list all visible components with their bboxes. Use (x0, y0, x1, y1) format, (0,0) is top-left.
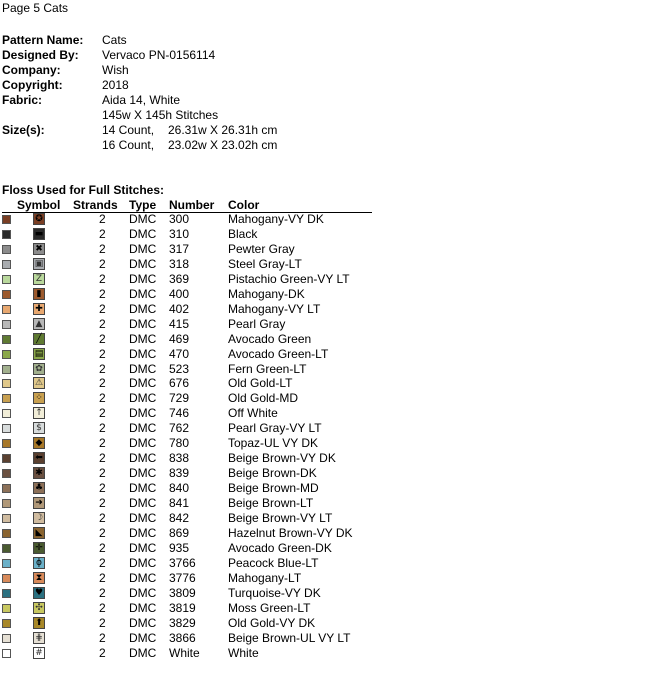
floss-type: DMC (129, 466, 157, 481)
floss-color: Beige Brown-MD (228, 481, 319, 496)
color-swatch (2, 365, 11, 374)
color-swatch (2, 215, 11, 224)
floss-row (0, 511, 400, 526)
floss-color: Mahogany-VY LT (228, 301, 321, 316)
color-swatch (2, 574, 11, 583)
stitch-symbol-icon: ◣ (33, 527, 45, 539)
floss-type: DMC (129, 406, 157, 421)
floss-row (0, 287, 400, 302)
header-type: Type (129, 198, 157, 212)
floss-color: Avocado Green-DK (228, 540, 332, 555)
floss-color: Old Gold-MD (228, 391, 299, 406)
floss-row (0, 302, 400, 317)
floss-type: DMC (129, 361, 157, 376)
floss-type: DMC (129, 376, 157, 391)
stitch-symbol-icon: ▤ (34, 348, 44, 359)
floss-color: Old Gold-LT (228, 376, 293, 391)
header-color: Color (228, 198, 260, 212)
floss-row (0, 541, 400, 556)
stitch-symbol-icon: ⁘ (33, 392, 45, 404)
color-swatch (2, 394, 11, 403)
pattern-name-label: Pattern Name: (2, 33, 84, 47)
floss-strands: 2 (99, 451, 106, 466)
floss-row (0, 586, 400, 601)
floss-type: DMC (129, 615, 157, 630)
floss-type: DMC (129, 331, 157, 346)
floss-number: 3829 (169, 615, 196, 630)
floss-color: Steel Gray-LT (228, 256, 302, 271)
stitch-symbol-icon: $ (33, 422, 45, 434)
header-number: Number (169, 198, 215, 212)
color-swatch (2, 424, 11, 433)
floss-type: DMC (129, 226, 157, 241)
floss-strands: 2 (99, 600, 106, 615)
floss-strands: 2 (99, 316, 106, 331)
floss-strands: 2 (99, 271, 106, 286)
floss-color: Mahogany-DK (228, 286, 305, 301)
floss-color: Pearl Gray-VY LT (228, 421, 322, 436)
floss-number: 3809 (169, 585, 196, 600)
floss-row (0, 556, 400, 571)
pattern-name-value: Cats (102, 33, 127, 47)
floss-color: Pistachio Green-VY LT (228, 271, 350, 286)
floss-number: 841 (169, 496, 190, 511)
floss-color: Peacock Blue-LT (228, 555, 319, 570)
floss-number: 3819 (169, 600, 196, 615)
floss-number: 469 (169, 331, 190, 346)
page-header: Page 5 Cats (2, 1, 69, 15)
floss-row (0, 257, 400, 272)
floss-color: Black (228, 226, 258, 241)
stitch-symbol-icon: ◆ (33, 437, 45, 449)
floss-strands: 2 (99, 525, 106, 540)
floss-row (0, 317, 400, 332)
floss-number: 780 (169, 436, 190, 451)
fabric-label: Fabric: (2, 93, 43, 107)
floss-row (0, 466, 400, 481)
floss-strands: 2 (99, 361, 106, 376)
floss-number: 729 (169, 391, 190, 406)
floss-row (0, 451, 400, 466)
floss-type: DMC (129, 421, 157, 436)
color-swatch (2, 619, 11, 628)
copyright-label: Copyright: (2, 78, 63, 92)
floss-color: Beige Brown-DK (228, 466, 317, 481)
stitch-symbol-icon: ♥ (34, 587, 44, 598)
stitch-symbol-icon: ⋕ (33, 632, 45, 644)
color-swatch (2, 544, 11, 553)
floss-color: Avocado Green (228, 331, 312, 346)
floss-strands: 2 (99, 376, 106, 391)
stitch-symbol-icon: ↑ (33, 407, 45, 419)
floss-type: DMC (129, 630, 157, 645)
stitch-symbol-icon: ✪ (33, 213, 45, 225)
floss-type: DMC (129, 481, 157, 496)
designed-by-label: Designed By: (2, 48, 79, 62)
stitch-symbol-icon: ☽ (34, 513, 44, 523)
floss-color: Turquoise-VY DK (228, 585, 321, 600)
fabric-value: Aida 14, White (102, 93, 181, 107)
floss-number: 3766 (169, 555, 196, 570)
floss-row (0, 227, 400, 242)
floss-color: Fern Green-LT (228, 361, 307, 376)
stitch-symbol-icon: ⧗ (33, 572, 45, 584)
floss-row (0, 526, 400, 541)
floss-number: 676 (169, 376, 190, 391)
color-swatch (2, 454, 11, 463)
floss-strands: 2 (99, 406, 106, 421)
floss-number: 838 (169, 451, 190, 466)
floss-color: White (228, 645, 259, 660)
floss-strands: 2 (99, 331, 106, 346)
floss-row (0, 332, 400, 347)
floss-row (0, 347, 400, 362)
floss-number: 310 (169, 226, 190, 241)
color-swatch (2, 350, 11, 359)
floss-number: 3866 (169, 630, 196, 645)
color-swatch (2, 559, 11, 568)
color-swatch (2, 484, 11, 493)
floss-strands: 2 (99, 391, 106, 406)
floss-strands: 2 (99, 256, 106, 271)
color-swatch (2, 275, 11, 284)
floss-number: 762 (169, 421, 190, 436)
floss-type: DMC (129, 391, 157, 406)
color-swatch (2, 499, 11, 508)
floss-type: DMC (129, 212, 157, 226)
floss-color: Mahogany-VY DK (228, 212, 324, 226)
color-swatch (2, 290, 11, 299)
color-swatch (2, 409, 11, 418)
floss-strands: 2 (99, 286, 106, 301)
color-swatch (2, 439, 11, 448)
floss-color: Pewter Gray (228, 241, 295, 256)
floss-row (0, 242, 400, 257)
header-strands: Strands (73, 198, 118, 212)
color-swatch (2, 230, 11, 239)
floss-strands: 2 (99, 346, 106, 361)
floss-type: DMC (129, 241, 157, 256)
floss-row (0, 436, 400, 451)
floss-number: 400 (169, 286, 190, 301)
floss-number: 318 (169, 256, 190, 271)
stitch-symbol-icon: ϕ (33, 557, 45, 569)
color-swatch (2, 379, 11, 388)
floss-strands: 2 (99, 511, 106, 525)
stitch-symbol-icon: ⚠ (34, 378, 44, 389)
stitch-count: 145w X 145h Stitches (102, 108, 219, 122)
floss-number: 746 (169, 406, 190, 421)
floss-strands: 2 (99, 226, 106, 241)
color-swatch (2, 649, 11, 658)
floss-type: DMC (129, 555, 157, 570)
floss-number: 402 (169, 301, 190, 316)
floss-number: 369 (169, 271, 190, 286)
floss-strands: 2 (99, 555, 106, 570)
floss-color: Beige Brown-VY LT (228, 511, 333, 525)
floss-type: DMC (129, 346, 157, 361)
floss-strands: 2 (99, 241, 106, 256)
floss-type: DMC (129, 256, 157, 271)
floss-row (0, 376, 400, 391)
floss-row (0, 421, 400, 436)
floss-color: Moss Green-LT (228, 600, 311, 615)
floss-type: DMC (129, 271, 157, 286)
floss-type: DMC (129, 540, 157, 555)
sizes-label: Size(s): (2, 123, 45, 137)
floss-color: Beige Brown-UL VY LT (228, 630, 351, 645)
stitch-symbol-icon: ▣ (34, 258, 44, 269)
floss-number: 470 (169, 346, 190, 361)
floss-number: 300 (169, 212, 190, 226)
floss-type: DMC (129, 286, 157, 301)
floss-type: DMC (129, 436, 157, 451)
copyright-value: 2018 (102, 78, 129, 92)
floss-row (0, 571, 400, 586)
floss-color: Mahogany-LT (228, 570, 302, 585)
size-dims-16: 23.02w X 23.02h cm (168, 138, 278, 152)
stitch-symbol-icon: ╱ (33, 333, 45, 345)
floss-type: DMC (129, 600, 157, 615)
floss-type: DMC (129, 511, 157, 525)
company-value: Wish (102, 63, 129, 77)
stitch-symbol-icon: ✛ (33, 542, 45, 554)
color-swatch (2, 335, 11, 344)
floss-strands: 2 (99, 645, 106, 660)
floss-strands: 2 (99, 615, 106, 630)
header-symbol: Symbol (17, 198, 61, 212)
floss-strands: 2 (99, 540, 106, 555)
floss-row (0, 646, 400, 661)
stitch-symbol-icon: ➜ (33, 497, 45, 509)
floss-strands: 2 (99, 436, 106, 451)
floss-strands: 2 (99, 421, 106, 436)
floss-type: DMC (129, 645, 157, 660)
floss-row (0, 272, 400, 287)
floss-color: Beige Brown-LT (228, 496, 314, 511)
floss-strands: 2 (99, 481, 106, 496)
floss-strands: 2 (99, 630, 106, 645)
floss-number: 523 (169, 361, 190, 376)
floss-number: 317 (169, 241, 190, 256)
floss-row (0, 616, 400, 631)
floss-row (0, 496, 400, 511)
stitch-symbol-icon: ▬ (34, 228, 44, 239)
floss-number: 869 (169, 525, 190, 540)
floss-color: Off White (228, 406, 278, 421)
color-swatch (2, 469, 11, 478)
floss-color: Avocado Green-LT (228, 346, 329, 361)
stitch-symbol-icon: ⬆ (33, 617, 45, 629)
floss-type: DMC (129, 525, 157, 540)
floss-row (0, 631, 400, 646)
floss-type: DMC (129, 496, 157, 511)
size-dims-14: 26.31w X 26.31h cm (168, 123, 278, 137)
color-swatch (2, 514, 11, 523)
stitch-symbol-icon: ▲ (33, 318, 45, 330)
floss-strands: 2 (99, 466, 106, 481)
stitch-symbol-icon: ✣ (33, 602, 45, 614)
color-swatch (2, 320, 11, 329)
stitch-symbol-icon: ✚ (33, 303, 45, 315)
floss-number: 839 (169, 466, 190, 481)
stitch-symbol-icon: ⬅ (33, 452, 45, 464)
floss-type: DMC (129, 451, 157, 466)
floss-number: White (169, 645, 200, 660)
stitch-symbol-icon: ✖ (33, 243, 45, 255)
company-label: Company: (2, 63, 61, 77)
floss-section-title: Floss Used for Full Stitches: (2, 183, 165, 197)
size-count-16: 16 Count, (102, 138, 155, 152)
size-count-14: 14 Count, (102, 123, 155, 137)
stitch-symbol-icon: Z (33, 273, 45, 285)
floss-row (0, 601, 400, 616)
color-swatch (2, 589, 11, 598)
floss-strands: 2 (99, 570, 106, 585)
floss-number: 3776 (169, 570, 196, 585)
stitch-symbol-icon: ✿ (33, 363, 45, 375)
floss-number: 415 (169, 316, 190, 331)
floss-row (0, 212, 400, 227)
floss-type: DMC (129, 316, 157, 331)
floss-strands: 2 (99, 496, 106, 511)
color-swatch (2, 634, 11, 643)
floss-number: 935 (169, 540, 190, 555)
floss-type: DMC (129, 585, 157, 600)
floss-color: Hazelnut Brown-VY DK (228, 525, 353, 540)
floss-strands: 2 (99, 212, 106, 226)
floss-color: Topaz-UL VY DK (228, 436, 319, 451)
floss-color: Old Gold-VY DK (228, 615, 316, 630)
color-swatch (2, 305, 11, 314)
floss-strands: 2 (99, 301, 106, 316)
floss-strands: 2 (99, 585, 106, 600)
designed-by-value: Vervaco PN-0156114 (102, 48, 216, 62)
stitch-symbol-icon: ♣ (34, 483, 44, 494)
floss-row (0, 481, 400, 496)
floss-number: 840 (169, 481, 190, 496)
floss-row (0, 391, 400, 406)
stitch-symbol-icon: # (33, 647, 45, 659)
floss-type: DMC (129, 570, 157, 585)
stitch-symbol-icon: ▮ (33, 288, 45, 300)
color-swatch (2, 529, 11, 538)
floss-number: 842 (169, 511, 190, 525)
color-swatch (2, 245, 11, 254)
color-swatch (2, 604, 11, 613)
color-swatch (2, 260, 11, 269)
stitch-symbol-icon: ✱ (33, 467, 45, 479)
floss-type: DMC (129, 301, 157, 316)
floss-color: Beige Brown-VY DK (228, 451, 336, 466)
floss-row (0, 362, 400, 377)
floss-row (0, 406, 400, 421)
floss-color: Pearl Gray (228, 316, 286, 331)
